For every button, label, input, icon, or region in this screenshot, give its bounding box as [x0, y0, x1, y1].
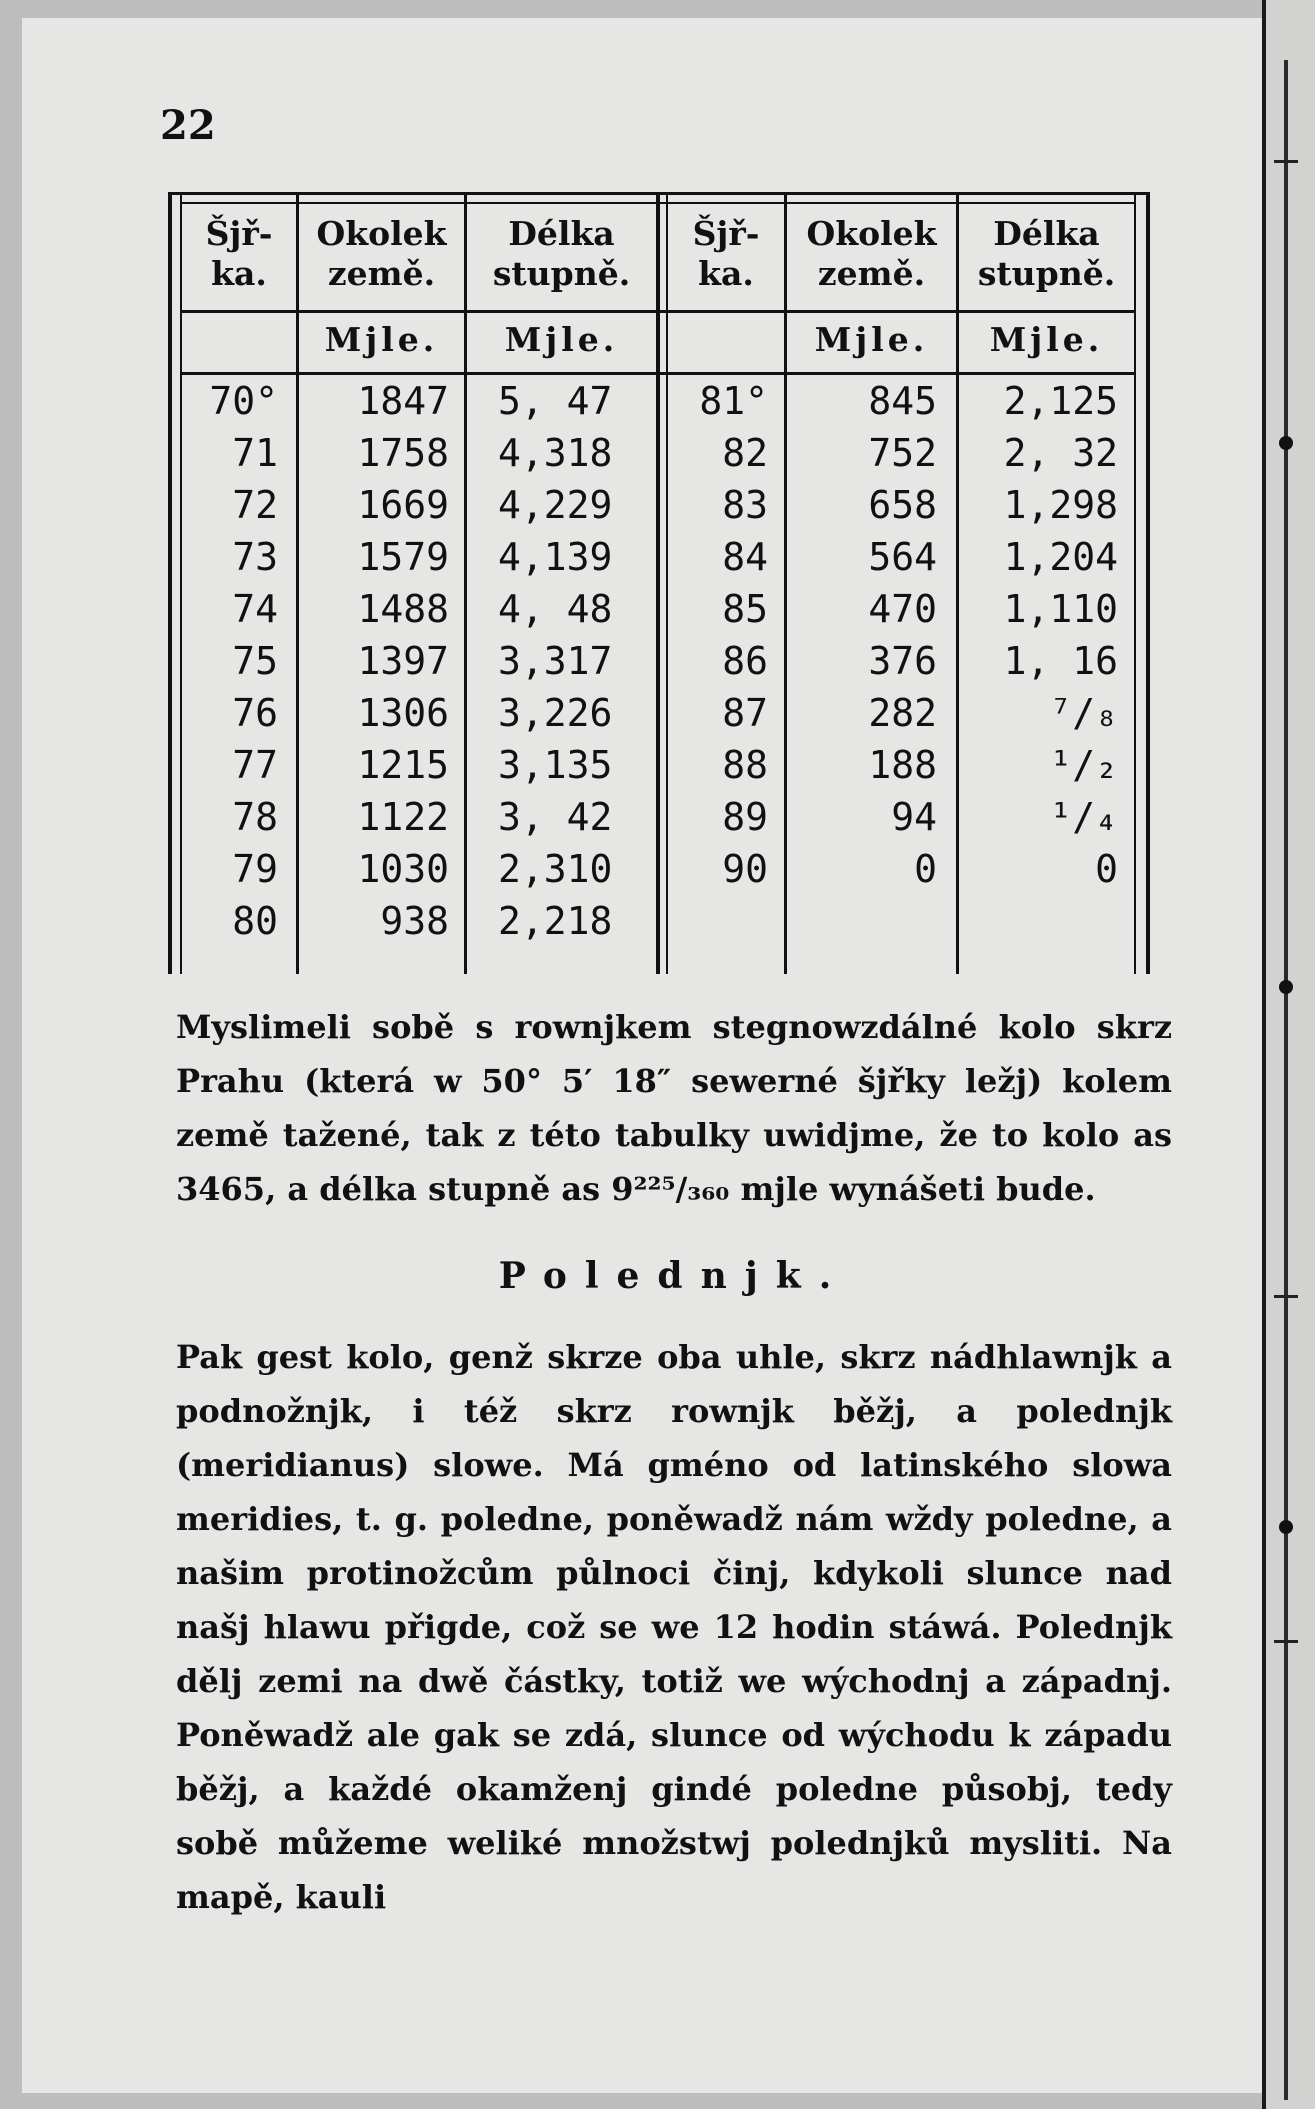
- cell-circumference: 1215: [357, 743, 449, 787]
- unit-label: Mjle.: [504, 320, 619, 359]
- cell-degree-length: 5, 47: [498, 379, 613, 423]
- cell-latitude: 72: [232, 483, 278, 527]
- cell-degree-length: 2,310: [498, 847, 613, 891]
- cell-degree-length: 4,229: [498, 483, 613, 527]
- header-degree-length: Délka stupně.: [977, 214, 1116, 293]
- cell-circumference: 1488: [357, 587, 449, 631]
- table-row-right: [168, 479, 1158, 531]
- cell-circumference: 470: [868, 587, 937, 631]
- header-latitude: Šjř- ka.: [692, 214, 760, 293]
- cell-circumference: 1847: [357, 379, 449, 423]
- cell-circumference: 188: [868, 743, 937, 787]
- cell-degree-length: ¹/₄: [1049, 795, 1118, 839]
- table-row-right: [168, 583, 1158, 635]
- cell-degree-length: 3,226: [498, 691, 613, 735]
- cell-latitude: 78: [232, 795, 278, 839]
- table-row-right: [168, 531, 1158, 583]
- cell-circumference: 752: [868, 431, 937, 475]
- edge-rule: [1284, 60, 1288, 2100]
- cell-circumference: 658: [868, 483, 937, 527]
- header-degree-length: Délka stupně.: [492, 214, 631, 293]
- cell-circumference: 1122: [357, 795, 449, 839]
- cell-circumference: 564: [868, 535, 937, 579]
- cell-latitude: 88: [722, 743, 768, 787]
- cell-degree-length: 2, 32: [1003, 431, 1118, 475]
- paragraph-meridian: Pak gest kolo, genž skrze oba uhle, skrz nádhlawnjk a podnožnjk, i též skrz rownjk běžj, a polednjk (meridianus) slowe. Má gméno od latinského slowa meridies, t. g. poledne, poněwadž nám wždy poledne, a našim protinožcům půlnoci činj, kdykoli slunce nad našj hlawu přigde, což se we 12 hodin stáwá. Polednjk dělj zemi na dwě částky, totiž we wýchodnj a západnj. Poněwadž ale gak se zdá, slunce od wýchodu k západu běžj, a každé okamženj gindé poledne působj, tedy sobě můžeme weliké množstwj polednjků mysliti. Na mapě, kauli: [176, 1338, 1172, 1916]
- cell-latitude: 70°: [209, 379, 278, 423]
- cell-latitude: 74: [232, 587, 278, 631]
- cell-latitude: 77: [232, 743, 278, 787]
- cell-degree-length: 3, 42: [498, 795, 613, 839]
- cell-circumference: 1758: [357, 431, 449, 475]
- cell-circumference: 1579: [357, 535, 449, 579]
- table-row-right: [168, 635, 1158, 687]
- edge-tick: [1274, 160, 1298, 163]
- cell-circumference: 282: [868, 691, 937, 735]
- cell-circumference: 845: [868, 379, 937, 423]
- cell-degree-length: 0: [1095, 847, 1118, 891]
- cell-degree-length: 3,317: [498, 639, 613, 683]
- cell-circumference: 938: [380, 899, 449, 943]
- cell-degree-length: 1,298: [1003, 483, 1118, 527]
- cell-circumference: 376: [868, 639, 937, 683]
- table-row-right: [168, 739, 1158, 791]
- table-row-right: [168, 791, 1158, 843]
- header-circumference: Okolek země.: [316, 214, 447, 293]
- cell-latitude: 79: [232, 847, 278, 891]
- section-heading-meridian: Polednjk.: [498, 1255, 850, 1297]
- cell-latitude: 85: [722, 587, 768, 631]
- cell-latitude: 90: [722, 847, 768, 891]
- header-rule: [180, 310, 1136, 313]
- cell-degree-length: 1,110: [1003, 587, 1118, 631]
- unit-label: Mjle.: [324, 320, 439, 359]
- table-row-right: [168, 843, 1158, 895]
- edge-tick: [1274, 1640, 1298, 1643]
- cell-latitude: 86: [722, 639, 768, 683]
- cell-latitude: 80: [232, 899, 278, 943]
- paragraph-prague-circle: Myslimeli sobě s rownjkem stegnowzdálné kolo skrz Prahu (která w 50° 5′ 18″ sewerné šjřky ležj) kolem země tažené, tak z této tabulky uwidjme, že to kolo as 3465, a délka stupně as 9²²⁵/₃₆₀ mjle wynášeti bude.: [176, 1008, 1172, 1208]
- header-circumference: Okolek země.: [806, 214, 937, 293]
- cell-latitude: 83: [722, 483, 768, 527]
- cell-latitude: 76: [232, 691, 278, 735]
- cell-circumference: 1397: [357, 639, 449, 683]
- table-row-right: [168, 687, 1158, 739]
- cell-circumference: 94: [891, 795, 937, 839]
- cell-degree-length: ⁷/₈: [1049, 691, 1118, 735]
- unit-label: Mjle.: [814, 320, 929, 359]
- cell-circumference: 0: [914, 847, 937, 891]
- table-row-right: [168, 427, 1158, 479]
- cell-degree-length: ¹/₂: [1049, 743, 1118, 787]
- cell-circumference: 1669: [357, 483, 449, 527]
- cell-degree-length: 2,125: [1003, 379, 1118, 423]
- edge-tick: [1274, 1295, 1298, 1298]
- table-row-right: [168, 375, 1158, 427]
- cell-degree-length: 3,135: [498, 743, 613, 787]
- table-border-top-inner: [180, 202, 1136, 204]
- edge-mark: [1279, 1520, 1293, 1534]
- latitude-table: [168, 192, 1158, 974]
- cell-latitude: 82: [722, 431, 768, 475]
- table-border-top: [168, 192, 1150, 195]
- cell-degree-length: 4,318: [498, 431, 613, 475]
- cell-degree-length: 4,139: [498, 535, 613, 579]
- cell-latitude: 89: [722, 795, 768, 839]
- cell-degree-length: 1,204: [1003, 535, 1118, 579]
- cell-latitude: 73: [232, 535, 278, 579]
- unit-label: Mjle.: [989, 320, 1104, 359]
- edge-mark: [1279, 980, 1293, 994]
- cell-latitude: 81°: [699, 379, 768, 423]
- cell-latitude: 84: [722, 535, 768, 579]
- cell-latitude: 75: [232, 639, 278, 683]
- cell-degree-length: 4, 48: [498, 587, 613, 631]
- cell-latitude: 87: [722, 691, 768, 735]
- adjacent-page-edge: [1262, 0, 1315, 2109]
- cell-circumference: 1030: [357, 847, 449, 891]
- cell-circumference: 1306: [357, 691, 449, 735]
- cell-degree-length: 2,218: [498, 899, 613, 943]
- header-latitude: Šjř- ka.: [205, 214, 273, 293]
- cell-degree-length: 1, 16: [1003, 639, 1118, 683]
- edge-mark: [1279, 436, 1293, 450]
- page-number: 22: [160, 102, 216, 149]
- cell-latitude: 71: [232, 431, 278, 475]
- table-row-left: [168, 895, 1158, 947]
